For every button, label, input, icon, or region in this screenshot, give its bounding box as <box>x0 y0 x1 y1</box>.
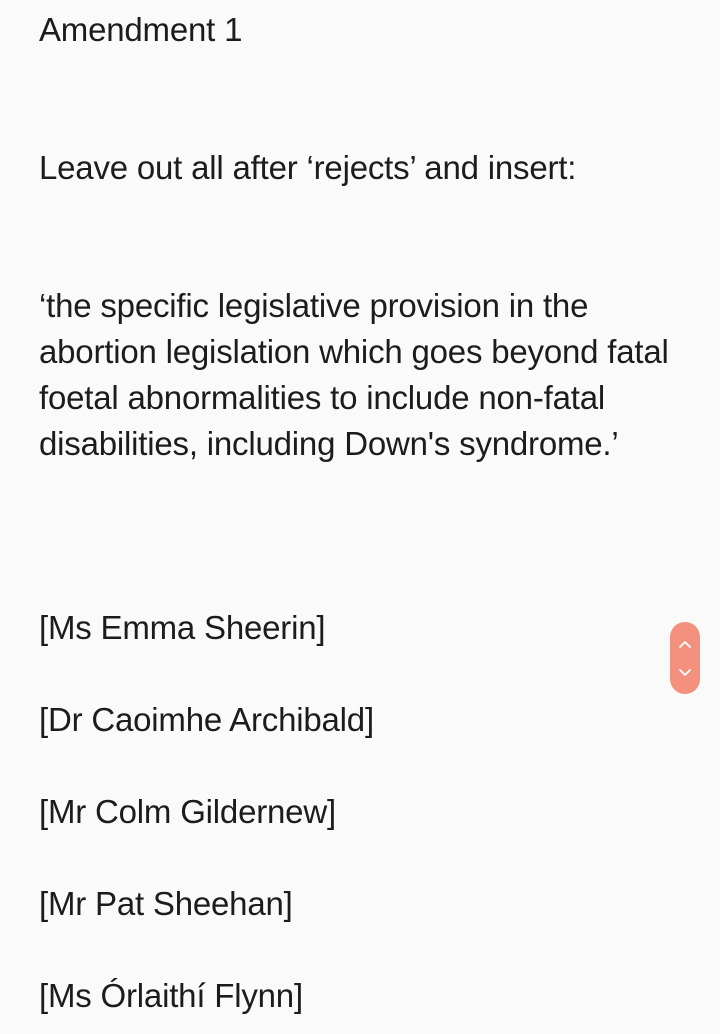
chevron-down-icon <box>678 668 692 677</box>
sponsor-item: [Ms Órlaithí Flynn] <box>39 977 303 1014</box>
amendment-title: Amendment 1 <box>39 11 243 48</box>
chevron-up-icon <box>678 640 692 649</box>
amendment-instruction: Leave out all after ‘rejects’ and insert: <box>39 149 577 186</box>
sponsor-item: [Dr Caoimhe Archibald] <box>39 701 374 738</box>
sponsor-item: [Mr Pat Sheehan] <box>39 885 293 922</box>
sponsor-item: [Ms Emma Sheerin] <box>39 609 326 646</box>
scroll-up-button[interactable] <box>670 635 700 653</box>
sponsor-item: [Mr Colm Gildernew] <box>39 793 336 830</box>
amendment-quote: ‘the specific legislative provision in the abortion legislation which goes beyond fatal foetal abnormalities to include non-fatal disabilities, including Down's syndrome.’ <box>39 287 669 462</box>
page-scroll-control <box>670 622 700 694</box>
scroll-down-button[interactable] <box>670 663 700 681</box>
